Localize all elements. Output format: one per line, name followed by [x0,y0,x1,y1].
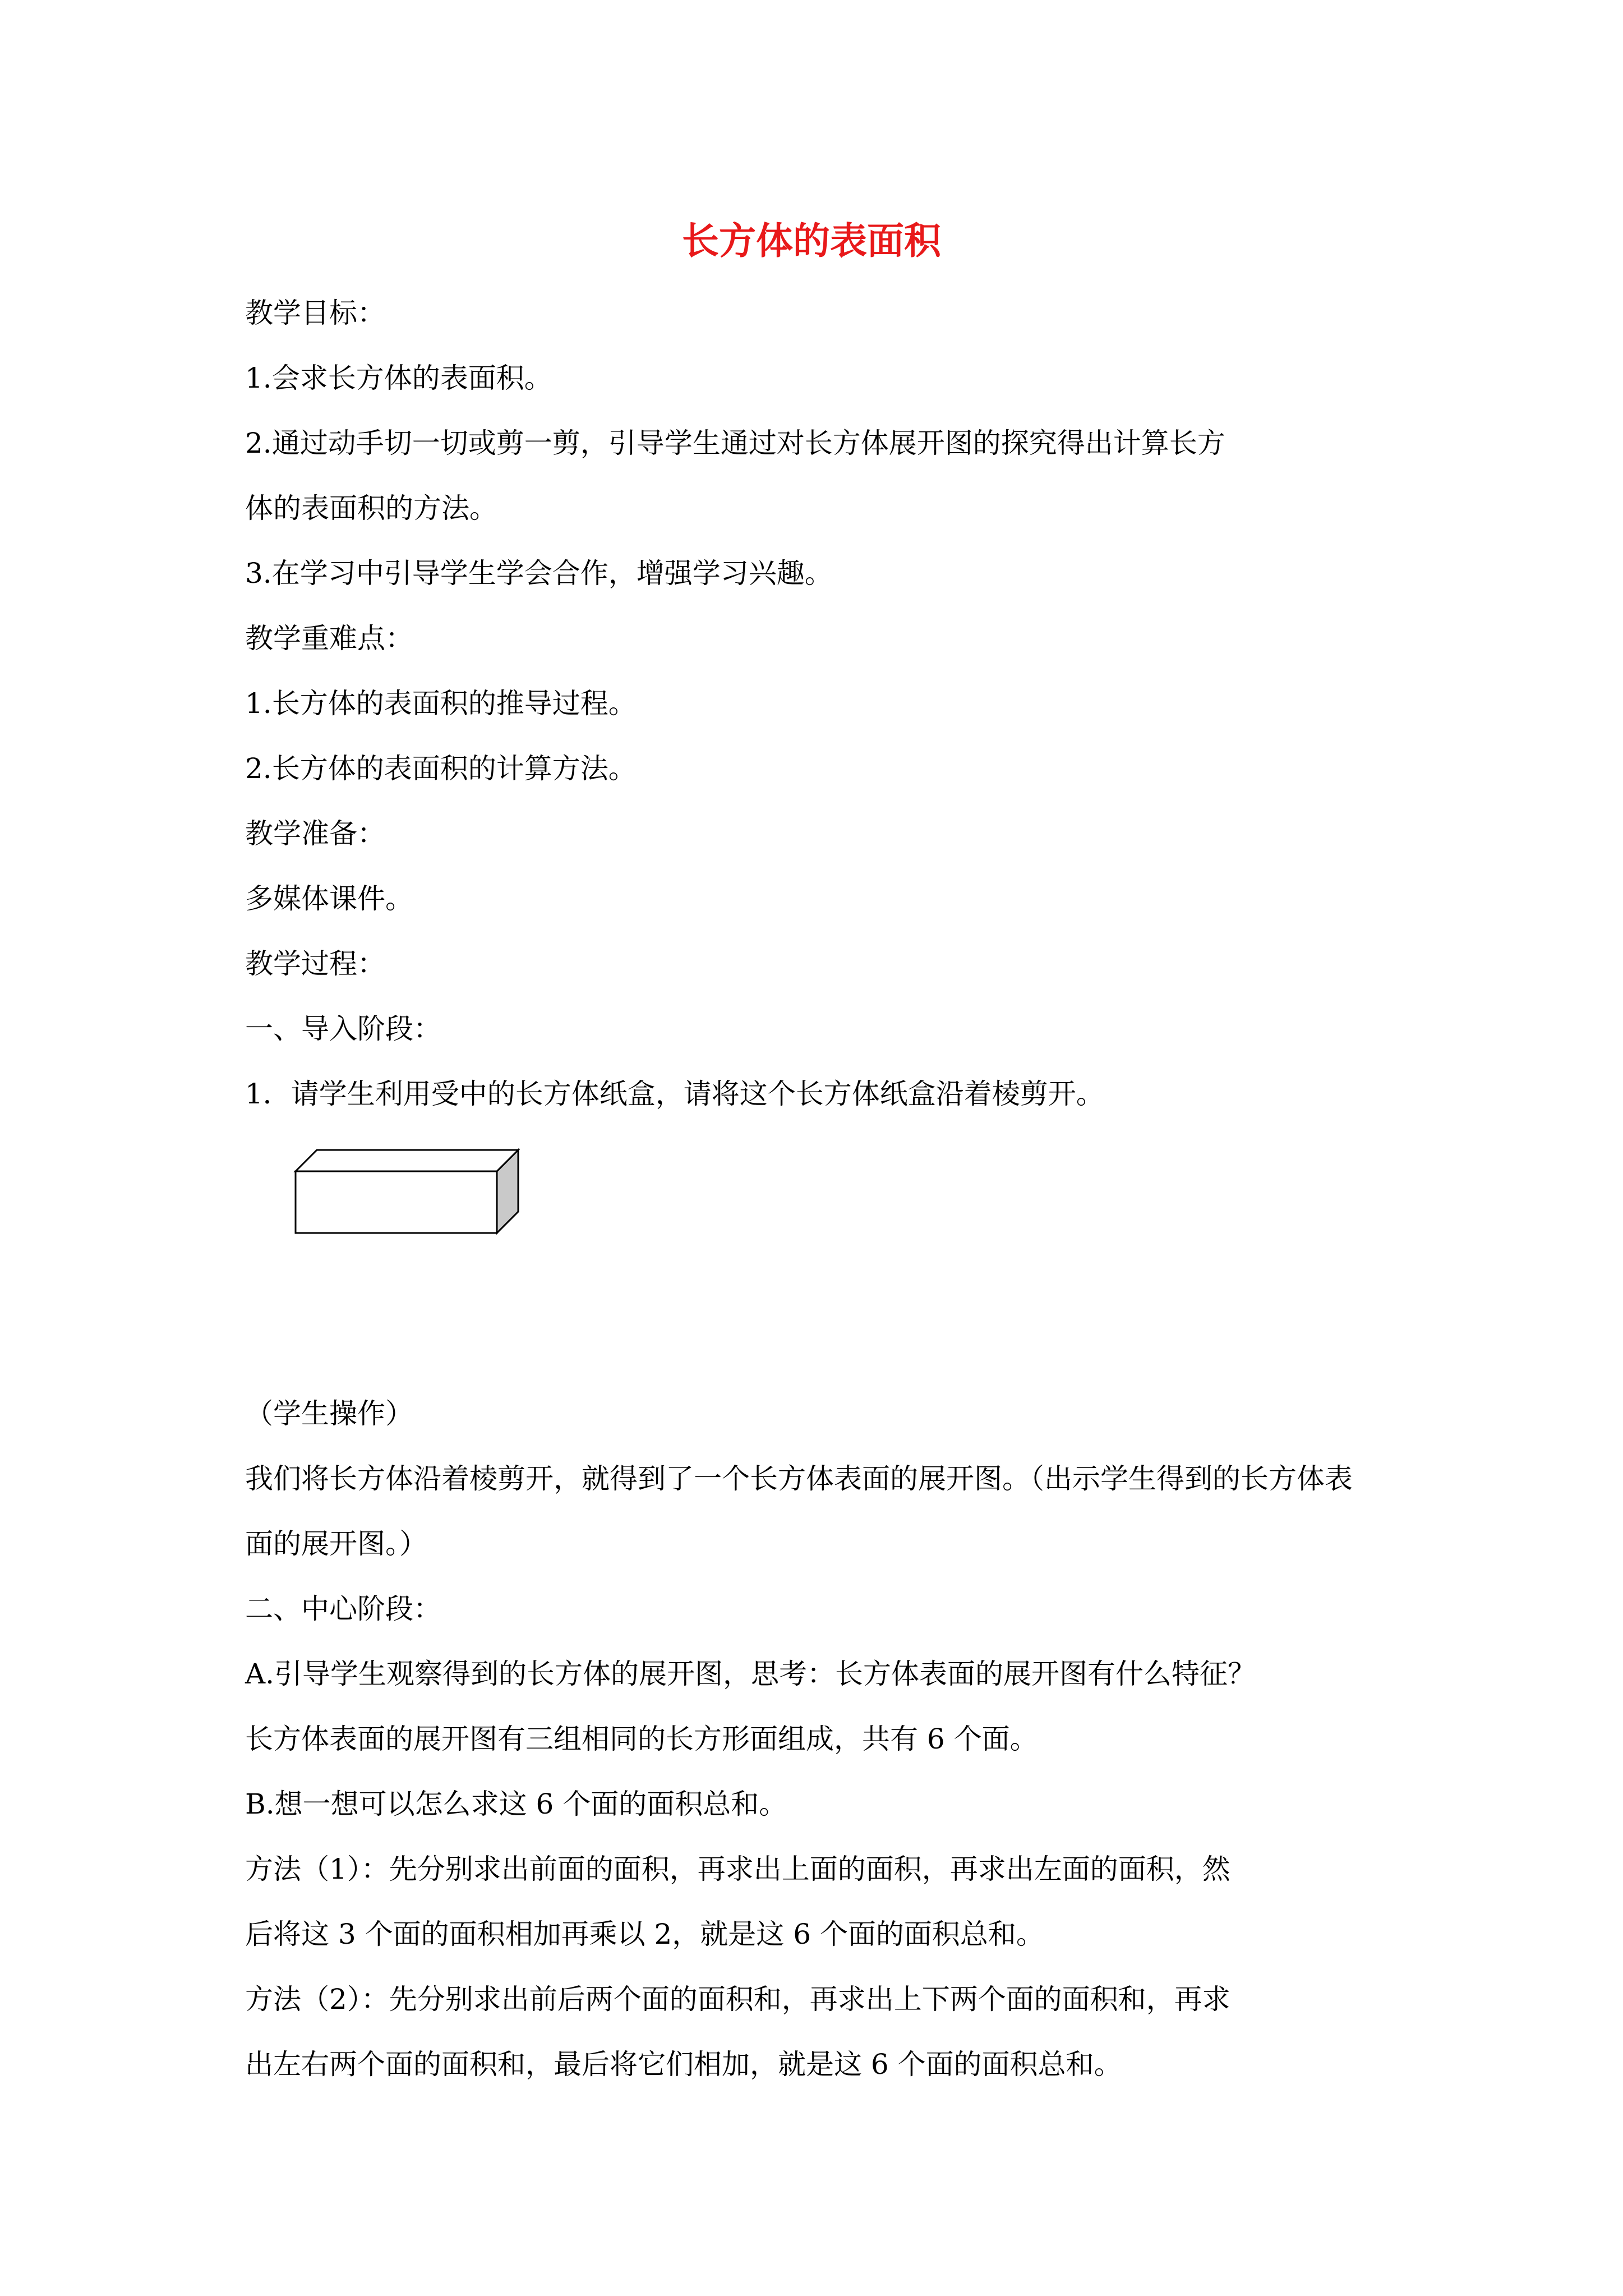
cuboid-front-face [296,1171,497,1233]
objective-1: 1.会求长方体的表面积。 [245,362,552,394]
section-heading-process: 教学过程： [245,947,385,980]
section-heading-objectives: 教学目标： [245,297,385,329]
stage-1-step-1: 1．请学生利用受中的长方体纸盒，请将这个长方体纸盒沿着棱剪开。 [245,1078,1104,1110]
step-a-answer: 长方体表面的展开图有三组相同的长方形面组成，共有 6 个面。 [245,1723,1038,1755]
step-b: B.想一想可以怎么求这 6 个面的面积总和。 [245,1788,787,1820]
stage-1-heading: 一、导入阶段： [245,1013,441,1045]
key-point-1: 1.长方体的表面积的推导过程。 [245,687,637,720]
key-point-2: 2.长方体的表面积的计算方法。 [245,752,637,785]
cuboid-figure [293,1144,528,1245]
section-heading-key-points: 教学重难点： [245,622,413,655]
preparation-text: 多媒体课件。 [245,882,413,915]
section-heading-preparation: 教学准备： [245,817,385,850]
method-1-cont: 后将这 3 个面的面积相加再乘以 2，就是这 6 个面的面积总和。 [245,1918,1044,1950]
method-1: 方法（1）：先分别求出前面的面积，再求出上面的面积，再求出左面的面积，然 [245,1853,1230,1885]
page-title: 长方体的表面积 [682,219,941,263]
cuboid-top-face [296,1150,518,1171]
student-operation: （学生操作） [245,1397,413,1430]
objective-3: 3.在学习中引导学生学会合作，增强学习兴趣。 [245,557,833,590]
method-2: 方法（2）：先分别求出前后两个面的面积和，再求出上下两个面的面积和，再求 [245,1983,1230,2016]
step-a: A.引导学生观察得到的长方体的展开图，思考：长方体表面的展开图有什么特征？ [245,1658,1256,1690]
unfold-description: 我们将长方体沿着棱剪开，就得到了一个长方体表面的展开图。（出示学生得到的长方体表 [245,1462,1353,1495]
objective-2-cont: 体的表面积的方法。 [245,492,497,524]
unfold-description-cont: 面的展开图。） [245,1527,427,1560]
stage-2-heading: 二、中心阶段： [245,1593,441,1625]
method-2-cont: 出左右两个面的面积和，最后将它们相加，就是这 6 个面的面积总和。 [245,2048,1122,2081]
objective-2: 2.通过动手切一切或剪一剪，引导学生通过对长方体展开图的探究得出计算长方 [245,427,1225,459]
